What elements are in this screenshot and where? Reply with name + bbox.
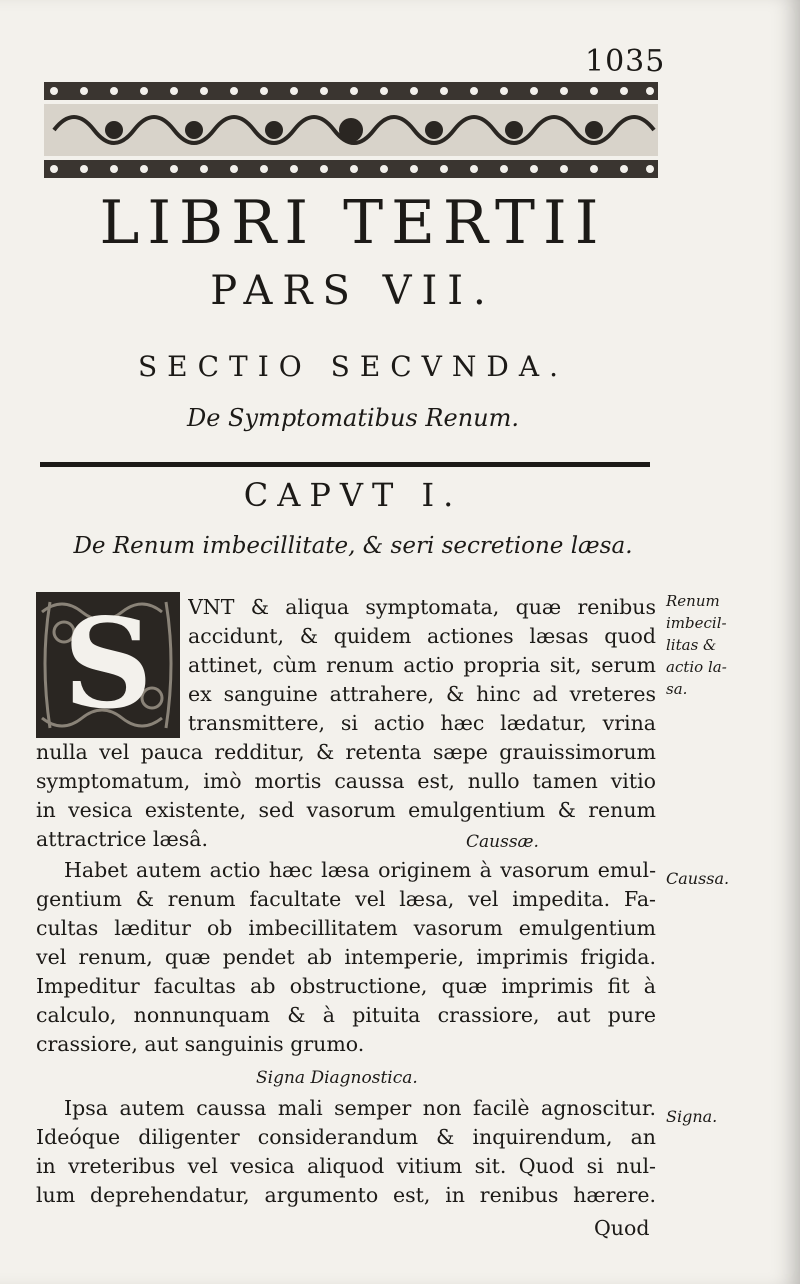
- ornamental-header-band: [44, 82, 658, 178]
- text-line: Ipsa autem caussa mali semper non facilè agnoscitur.: [64, 1096, 656, 1120]
- text-line: attinet, cùm renum actio propria sit, serum: [188, 653, 656, 677]
- text-line: accidunt, & quidem actiones læsas quod: [188, 624, 656, 648]
- margin-note-line: litas &: [666, 636, 717, 654]
- text-line: Impeditur facultas ab obstructione, quæ imprimis fit à: [36, 974, 656, 998]
- text-line: calculo, nonnunquam & à pituita crassiore, aut pure: [36, 1003, 656, 1027]
- page-number: 1035: [585, 44, 666, 79]
- text-line: attractrice læsâ.: [36, 827, 209, 851]
- text-line: Habet autem actio hæc læsa originem à vasorum emul-: [64, 858, 656, 882]
- text-line: crassiore, aut sanguinis grumo.: [36, 1032, 365, 1056]
- book-title: LIBRI TERTII: [99, 188, 607, 258]
- text-line: Ideóque diligenter considerandum & inquirendum, an: [36, 1125, 656, 1149]
- text-line: gentium & renum facultate vel læsa, vel impedita. Fa-: [36, 887, 656, 911]
- text-line: cultas læditur ob imbecillitatem vasorum emulgentium: [36, 916, 656, 940]
- catchword: Quod: [594, 1216, 650, 1240]
- decorated-initial: [36, 592, 180, 738]
- inline-heading-signa: Signa Diagnostica.: [256, 1068, 418, 1088]
- drop-cap-letter: S: [63, 592, 153, 737]
- text-line: vel renum, quæ pendet ab intemperie, imprimis frigida.: [36, 945, 656, 969]
- inline-heading-caussae: Caussæ.: [466, 832, 539, 852]
- section-title: SECTIO SECVNDA.: [138, 350, 568, 383]
- margin-note-line: imbecil-: [666, 614, 727, 632]
- chapter-title: CAPVT I.: [243, 476, 463, 514]
- horizontal-rule: [40, 462, 650, 467]
- text-line: in vesica existente, sed vasorum emulgentium & renum: [36, 798, 656, 822]
- text-line: transmittere, si actio hæc lædatur, vrina: [188, 711, 656, 735]
- text-line: nulla vel pauca redditur, & retenta sæpe grauissimorum: [36, 740, 656, 764]
- part-title: PARS VII.: [210, 268, 496, 314]
- text-line: symptomatum, imò mortis caussa est, nullo tamen vitio: [36, 769, 656, 793]
- margin-note-line: actio la-: [666, 658, 727, 676]
- margin-note-line: Renum: [666, 592, 720, 610]
- margin-note-signa: Signa.: [666, 1107, 718, 1126]
- text-line: lum deprehendatur, argumento est, in renibus hærere.: [36, 1183, 656, 1207]
- text-line: VNT & aliqua symptomata, quæ renibus: [188, 595, 656, 619]
- text-line: in vreteribus vel vesica aliquod vitium sit. Quod si nul-: [36, 1154, 656, 1178]
- section-subtitle: De Symptomatibus Renum.: [186, 404, 519, 432]
- chapter-subtitle: De Renum imbecillitate, & seri secretione læsa.: [73, 533, 633, 559]
- text-line: ex sanguine attrahere, & hinc ad vreteres: [188, 682, 656, 706]
- margin-note-line: sa.: [666, 680, 688, 698]
- margin-note-caussa: Caussa.: [666, 869, 730, 888]
